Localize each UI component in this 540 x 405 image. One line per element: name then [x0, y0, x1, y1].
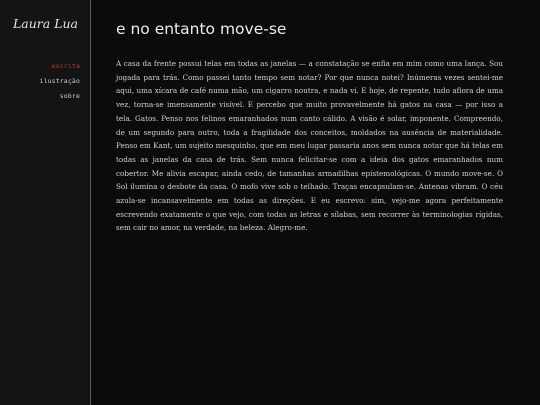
sidebar	[0, 0, 91, 405]
site-title[interactable]: Laura Lua	[12, 16, 78, 31]
nav-item-sobre[interactable]: sobre	[59, 92, 80, 100]
sidebar-nav	[40, 59, 80, 104]
nav-item-escrita[interactable]: escrita	[51, 62, 80, 70]
post-body: A casa da frente possui telas em todas as janelas — a constatação se enfia em mim como uma lança. Sou jogada para trás. Como passei tanto tempo sem notar? Por que nunca notei? Inúmeras vezes sentei-me aqui, uma xícara de café numa mão, um cigarro noutra, e nada vi. E hoje, de repente, tudo aflora de uma vez, torna-se imensamente visível. E percebo que muito provavelmente há gatos na casa — por isso a tela. Gatos. Penso nos felinos emaranhados num canto cálido. A visão é solar, imponente. Compreendo, de um segundo para outro, toda a fragilidade dos conceitos, moldados na ausência de materialidade. Penso em Kant, um sujeito mesquinho, que em meu lugar passaria anos sem nunca notar que há telas em todas as janelas da casa de trás. Sem nunca felicitar-se com a ideia dos gatos emaranhados num cobertor. Me alivia escapar, ainda cedo, de tamanhas armadilhas epistemológicas. O mundo move-se. O Sol ilumina o desbote da casa. O mofo vive sob o telhado. Traças encapsulam-se. Antenas vibram. O céu azula-se incansavelmente em todas as direções. E eu escrevo: sim, vejo-me agora perfeitamente escrevendo exatamente o que vejo, com todas as letras e sílabas, sem recorrer às terminologias rígidas, sem cair no amor, na verdade, na beleza. Alegro-me.	[116, 59, 503, 233]
post-title: e no entanto move-se	[116, 20, 287, 38]
nav-item-ilustracao[interactable]: ilustração	[39, 77, 80, 85]
